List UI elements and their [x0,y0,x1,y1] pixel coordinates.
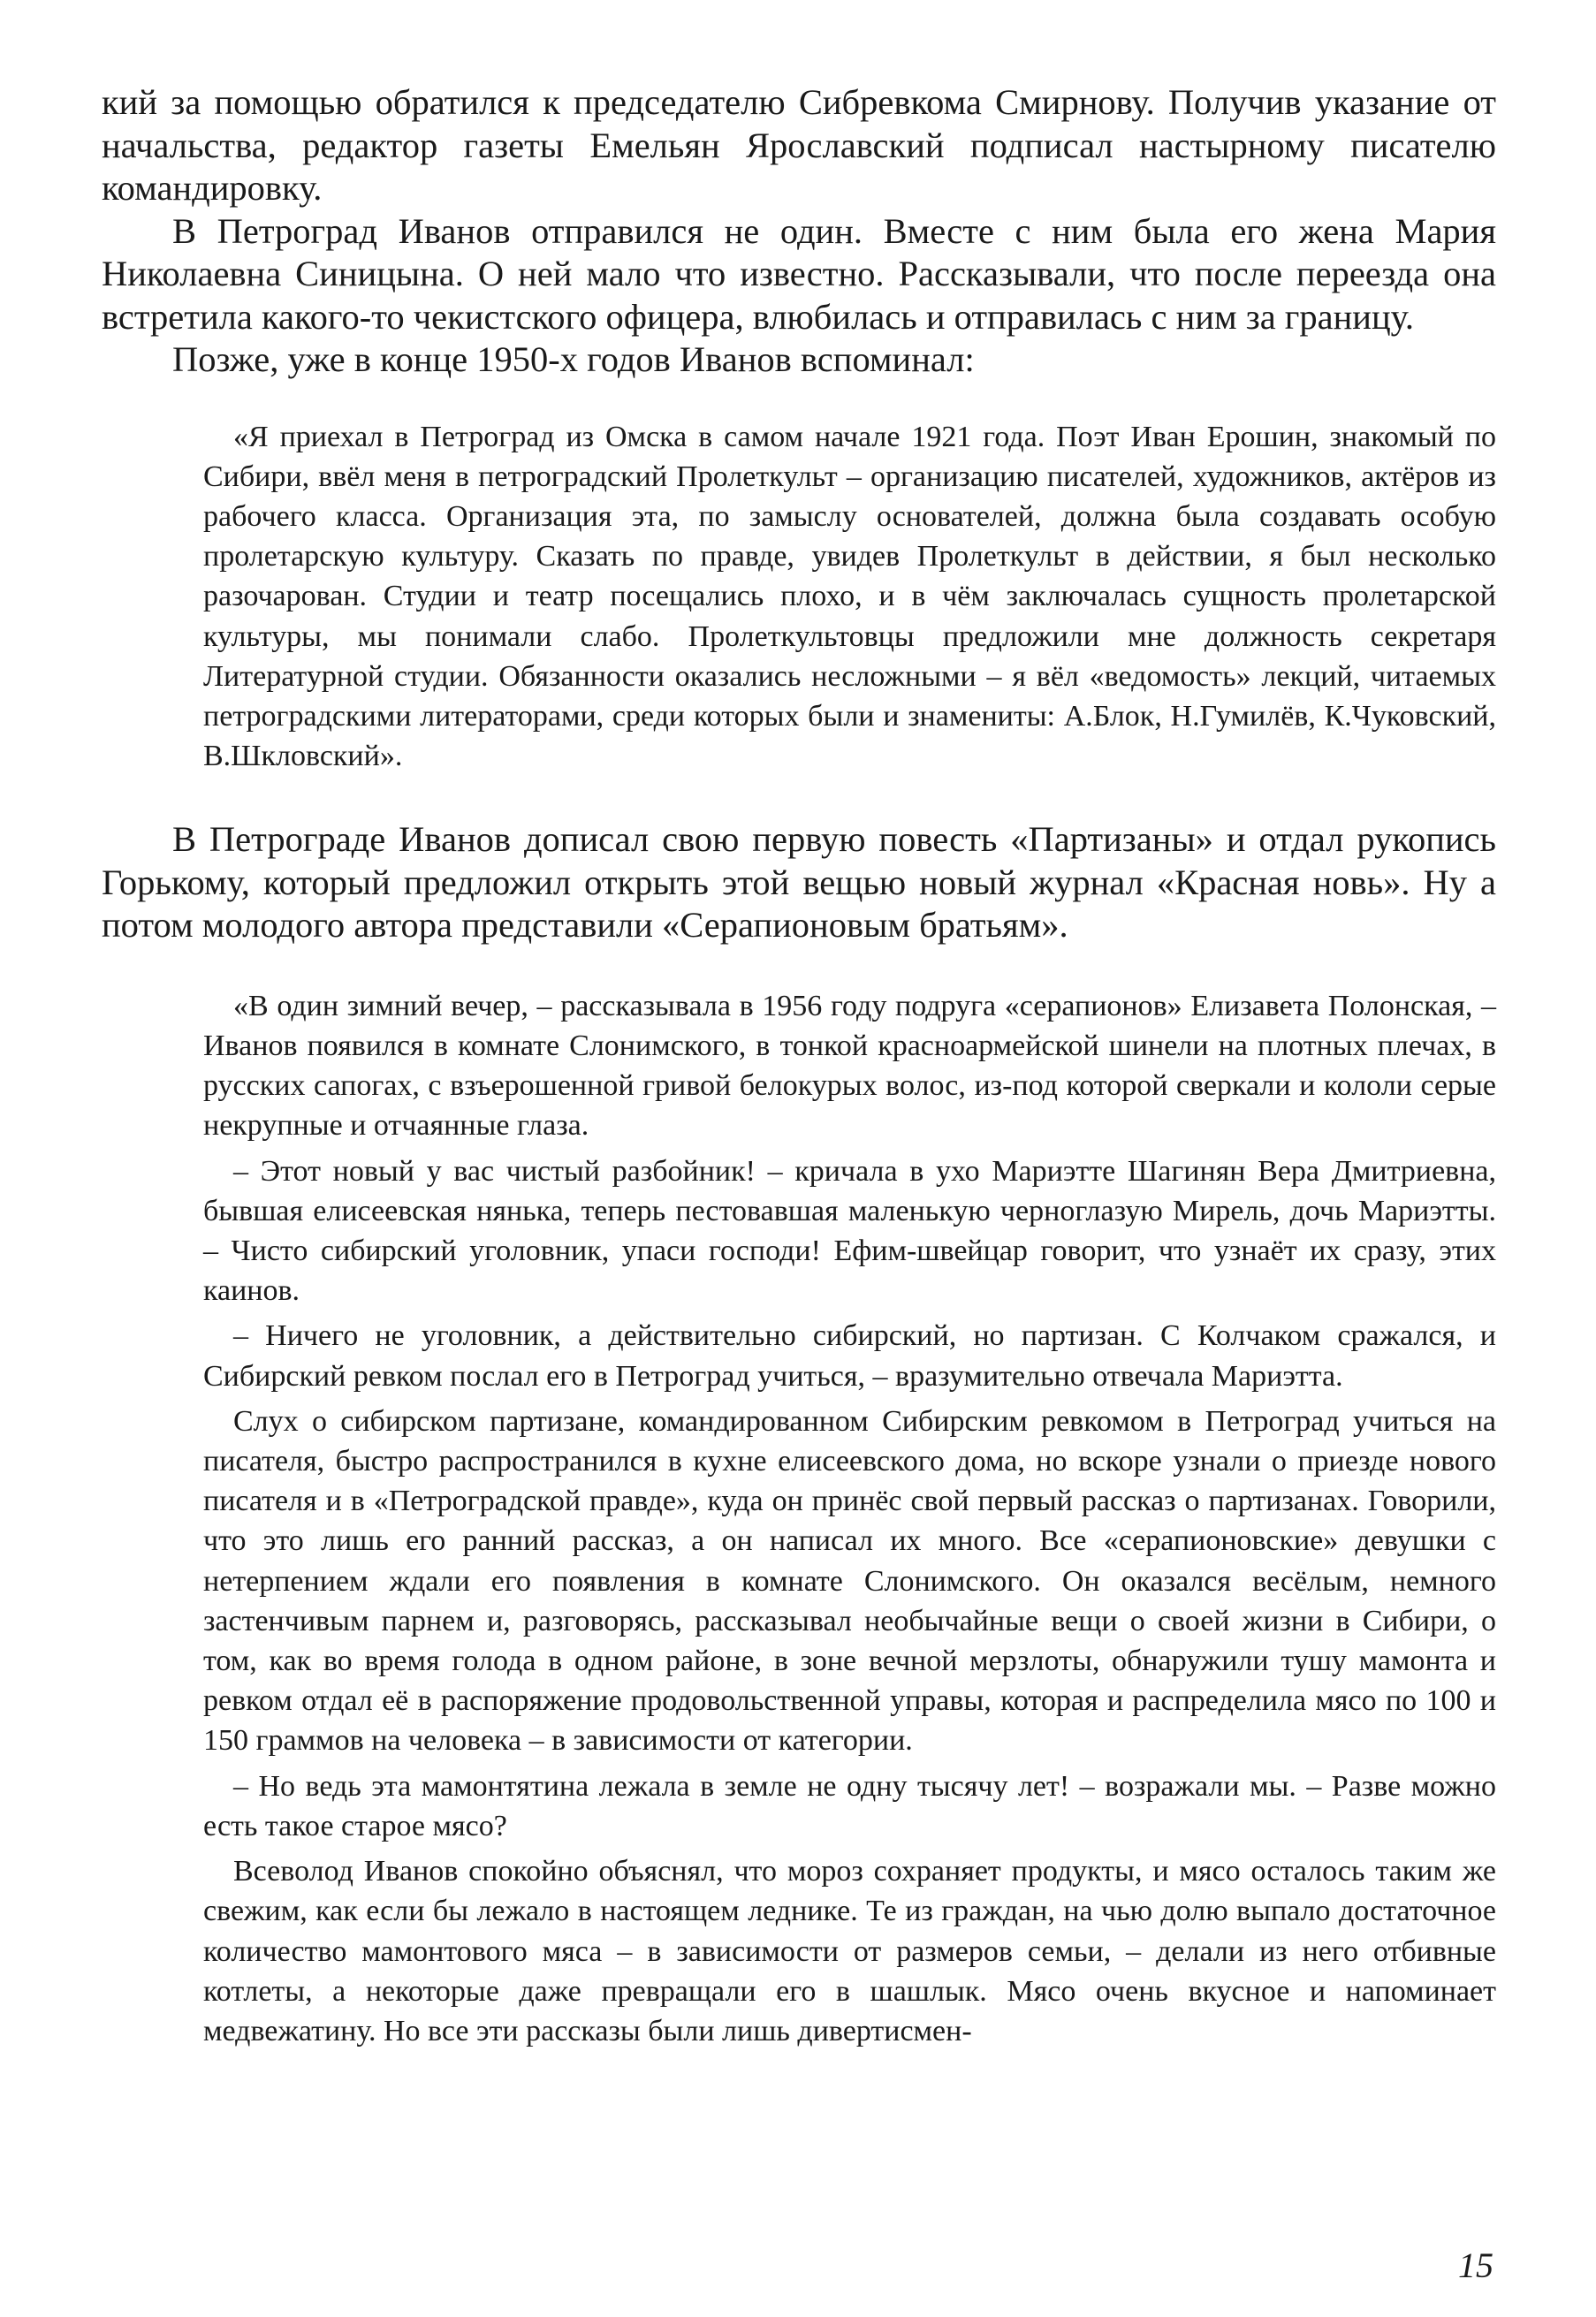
quote-paragraph: Всеволод Иванов спокойно объяснял, что мороз сохраняет продукты, и мясо осталось таким же свежим, как если бы лежало в настоящем леднике. Те из граждан, на чью долю выпало достаточное количество мамонтового мяса – в зависимости от размеров семьи, – делали из него отбивные котлеты, а некоторые даже превращали его в шашлык. Мясо очень вкусное и напоминает медвежатину. Но все эти рассказы были лишь дивертисмен- [203,1855,1496,2047]
paragraph-petrograd-journey: В Петроград Иванов отправился не один. Вместе с ним была его жена Мария Николаевна Синицына. О ней мало что известно. Рассказывали, что после переезда она встретила какого-то чекистского офицера, влюбилась и отправилась с ним за границу. [102,210,1496,337]
quote-paragraph: – Этот новый у вас чистый разбойник! – кричала в ухо Мариэтте Шагинян Вера Дмитриевна, бывшая елисеевская нянька, теперь пестовавшая маленькую черноглазую Мирель, дочь Мариэтты. – Чисто сибирский уголовник, упаси господи! Ефим-швейцар говорит, что узнаёт их сразу, этих каинов. [203,1154,1496,1308]
quote-paragraph: «В один зимний вечер, – рассказывала в 1956 году подруга «серапионов» Елизавета Полонская, – Иванов появился в комнате Слонимского, в тонкой красноармейской шинели на плотных плечах, в русских сапогах, с взъерошенной гривой белокурых волос, из-под которой сверкали и кололи серые некрупные и отчаянные глаза. [203,989,1496,1143]
quote-ivanov-memoir [203,417,1496,777]
page-number: 15 [1458,2245,1493,2285]
paragraph-later-recollection: Позже, уже в конце 1950-х годов Иванов вспоминал: [172,339,975,379]
quote-paragraph: «Я приехал в Петроград из Омска в самом начале 1921 года. Поэт Иван Ерошин, знакомый по Сибири, ввёл меня в петроградский Пролеткульт – организацию писателей, художников, актёров из рабочего класса. Организация эта, по замыслу основателей, должна была создавать особую пролетарскую культуру. Сказать по правде, увидев Пролеткульт в действии, я был несколько разочарован. Студии и театр посещались плохо, и в чём заключалась сущность пролетарской культуры, мы понимали слабо. Пролеткультовцы предложили мне должность секретаря Литературной студии. Обязанности оказались несложными – я вёл «ведомость» лекций, читаемых петроградскими литераторами, среди которых были и знамениты: А.Блок, Н.Гумилёв, К.Чуковский, В.Шкловский». [203,420,1496,773]
quote-paragraph: Слух о сибирском партизане, командированном Сибирским ревкомом в Петроград учиться на писателя, быстро распространился в кухне елисеевского дома, но вскоре узнали о приезде нового писателя и в «Петроградской правде», куда он принёс свой первый рассказ о партизанах. Говорили, что это лишь его ранний рассказ, а он написал их много. Все «серапионовские» девушки с нетерпением ждали его появления в комнате Слонимского. Он оказался весёлым, немного застенчивым парнем и, разговорясь, рассказывал необычайные вещи о своей жизни в Сибири, о том, как во время голода в одном районе, в зоне вечной мерзлоты, обнаружили тушу мамонта и ревком отдал её в распоряжение продовольственной управы, которая и распределила мясо по 100 и 150 граммов на человека – в зависимости от категории. [203,1404,1496,1758]
paragraph-partisans-story: В Петрограде Иванов дописал свою первую повесть «Партизаны» и отдал рукопись Горькому, который предложил открыть этой вещью новый журнал «Красная новь». Ну а потом молодого автора представили «Серапионовым братьям». [102,819,1496,946]
quote-paragraph: – Ничего не уголовник, а действительно сибирский, но партизан. С Колчаком сражался, и Сибирский ревком послал его в Петроград учиться, – вразумительно отвечала Мариэтта. [203,1319,1496,1393]
paragraph-continuation: кий за помощью обратился к председателю Сибревкома Смирнову. Получив указание от начальства, редактор газеты Емельян Ярославский подписал настырному писателю командировку. [102,82,1496,208]
page-body [102,81,1496,2051]
quote-polonskaya-memoir [203,986,1496,2051]
quote-paragraph: – Но ведь эта мамонтятина лежала в земле не одну тысячу лет! – возражали мы. – Разве можно есть такое старое мясо? [203,1769,1496,1842]
